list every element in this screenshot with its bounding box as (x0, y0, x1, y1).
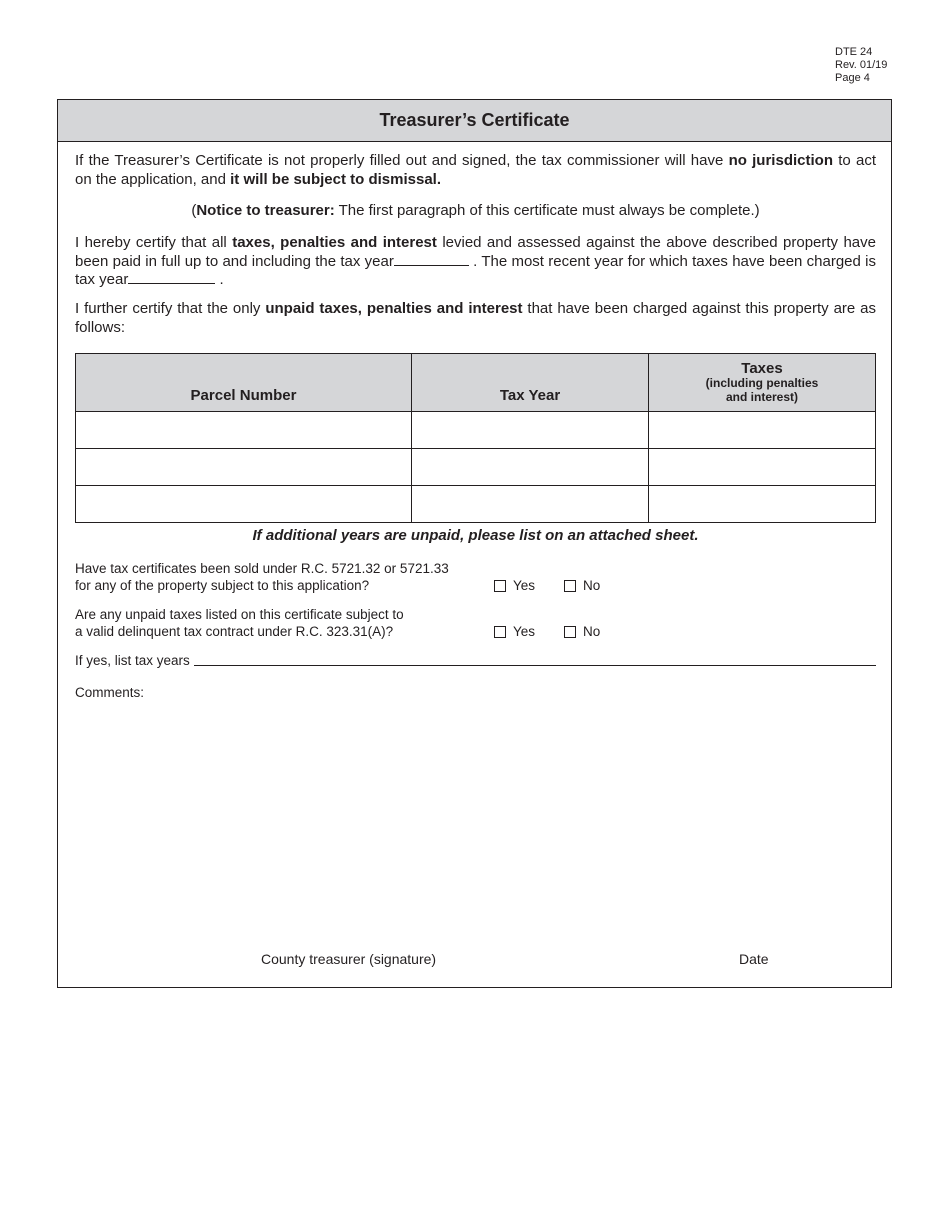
col-parcel-number: Parcel Number (76, 354, 412, 412)
table-header-row (76, 354, 876, 412)
col-taxes-title: Taxes (741, 359, 783, 377)
col-taxes-sub1: (including penalties (705, 375, 819, 390)
table-row (76, 449, 876, 486)
q2-yes-label: Yes (513, 624, 536, 639)
q2-no-option[interactable] (564, 624, 600, 639)
taxes-cell[interactable] (649, 486, 876, 523)
question-tax-certificates (75, 560, 495, 594)
further-text-2: that have been charged against this property are as follows: (75, 300, 877, 336)
further-paragraph (75, 300, 876, 337)
col-taxes-sub2: and interest) (725, 389, 798, 404)
question2-line2: a valid delinquent tax contract under R.C. 323.31(A)? (75, 624, 394, 639)
table-row (76, 412, 876, 449)
additional-years-note: If additional years are unpaid, please list on an attached sheet. (252, 527, 699, 544)
q1-no-checkbox[interactable] (564, 580, 576, 592)
col-tax-year: Tax Year (412, 354, 649, 412)
form-identifier (835, 46, 887, 85)
certify-paragraph (75, 234, 876, 290)
form-revision: Rev. 01/19 (835, 59, 888, 71)
parcel-cell[interactable] (76, 449, 412, 486)
col-taxes (649, 354, 876, 412)
certificate-frame (57, 99, 892, 988)
intro-text-2: to act on the application, and (75, 152, 876, 188)
certify-text-4: . (215, 271, 224, 288)
notice-text: The first paragraph of this certificate must always be complete.) (334, 202, 760, 219)
question1-line1: Have tax certificates been sold under R.C. 5721.32 or 5721.33 (75, 561, 449, 576)
q1-yes-label: Yes (513, 578, 536, 593)
question1-line2: for any of the property subject to this application? (75, 578, 370, 593)
certify-text-2: levied and assessed against the above described property have been paid in full up to and including the tax year (75, 234, 876, 270)
parcel-cell[interactable] (76, 412, 412, 449)
form-number: DTE 24 (835, 46, 873, 58)
question2-line1: Are any unpaid taxes listed on this certificate subject to (75, 607, 404, 622)
paid-through-year-field[interactable] (394, 253, 469, 266)
list-tax-years-field[interactable] (194, 665, 876, 666)
table-row (76, 486, 876, 523)
q2-yes-option[interactable] (494, 624, 535, 639)
q1-yes-option[interactable] (494, 578, 535, 593)
most-recent-year-field[interactable] (128, 271, 215, 284)
comments-label: Comments: (75, 685, 145, 700)
notice-label: Notice to treasurer: (196, 202, 335, 219)
q2-no-checkbox[interactable] (564, 626, 576, 638)
unpaid-taxes-table (75, 353, 876, 523)
intro-paragraph (75, 152, 876, 189)
certificate-title: Treasurer’s Certificate (58, 100, 891, 142)
list-tax-years-row (75, 653, 876, 668)
intro-bold-dismissal: it will be subject to dismissal. (230, 170, 442, 188)
further-text: I further certify that the only (75, 300, 266, 317)
certify-bold: taxes, penalties and interest (232, 234, 437, 251)
notice-paragraph (75, 202, 876, 221)
year-cell[interactable] (412, 449, 649, 486)
further-bold: unpaid taxes, penalties and interest (265, 300, 523, 317)
taxes-cell[interactable] (649, 412, 876, 449)
year-cell[interactable] (412, 486, 649, 523)
date-label: Date (739, 951, 769, 967)
list-tax-years-label: If yes, list tax years (75, 653, 190, 668)
intro-text: If the Treasurer’s Certificate is not properly filled out and signed, the tax commissioner will have (75, 152, 729, 169)
q2-yes-checkbox[interactable] (494, 626, 506, 638)
intro-bold-jurisdiction: no jurisdiction (728, 152, 833, 169)
certify-text-3: . The most recent year for which taxes have been charged is tax year (75, 252, 876, 288)
taxes-cell[interactable] (649, 449, 876, 486)
q1-no-option[interactable] (564, 578, 600, 593)
notice-open-paren: ( (191, 202, 197, 219)
page-number: Page 4 (835, 72, 870, 84)
q1-no-label: No (583, 578, 601, 593)
question-delinquent-contract (75, 606, 495, 640)
parcel-cell[interactable] (76, 486, 412, 523)
certify-text: I hereby certify that all (75, 234, 233, 251)
q1-yes-checkbox[interactable] (494, 580, 506, 592)
q2-no-label: No (583, 624, 601, 639)
signature-label: County treasurer (signature) (261, 951, 437, 967)
year-cell[interactable] (412, 412, 649, 449)
